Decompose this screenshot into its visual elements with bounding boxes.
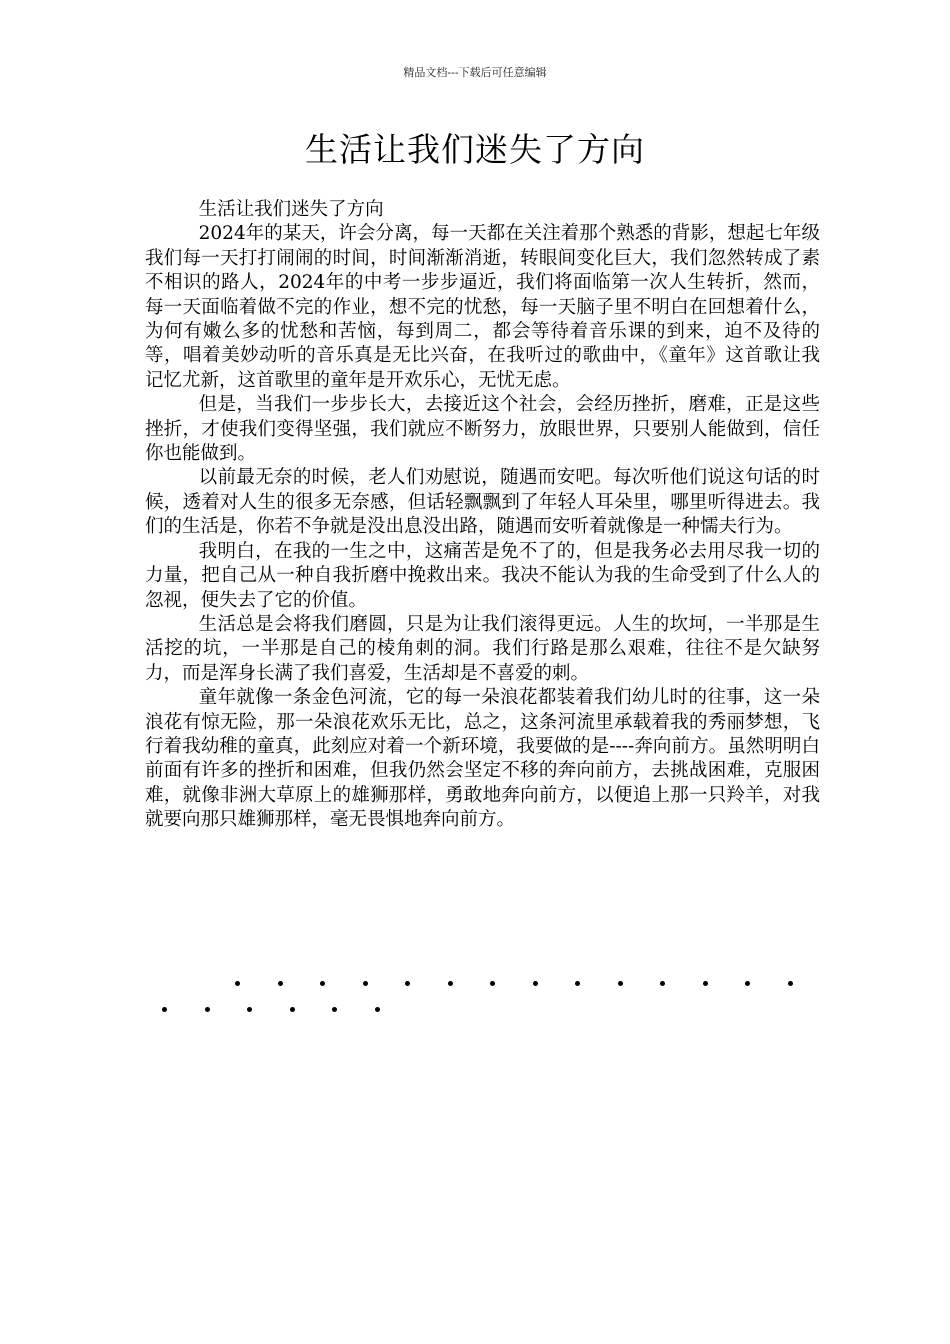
dot-row-1 xyxy=(150,970,820,996)
dot xyxy=(448,981,453,986)
paragraph: 以前最无奈的时候，老人们劝慰说，随遇而安吧。每次听他们说这句话的时候，透着对人生的很多无奈感，但话轻飘飘到了年轻人耳朵里，哪里听得进去。我们的生活是，你若不争就是没出息没出路，随遇而安听着就像是一种懦夫行为。 xyxy=(145,467,820,538)
document-title: 生活让我们迷失了方向 xyxy=(305,130,645,169)
document-body xyxy=(145,198,820,833)
dot xyxy=(533,981,538,986)
paragraph-subtitle: 生活让我们迷失了方向 xyxy=(198,199,384,220)
dot xyxy=(290,1007,295,1012)
dot xyxy=(375,1007,380,1012)
paragraph: 生活总是会将我们磨圆，只是为让我们滚得更远。人生的坎坷，一半那是生活挖的坑，一半那是自己的棱角刺的洞。我们行路是那么艰难，往往不是欠缺努力，而是浑身长满了我们喜爱，生活却是不喜爱的刺。 xyxy=(145,613,820,684)
header-note: 精品文档---下载后可任意编辑 xyxy=(403,66,547,79)
paragraph: 2024年的某天，许会分离，每一天都在关注着那个熟悉的背影，想起七年级我们每一天打打闹闹的时间，时间渐渐消逝，转眼间变化巨大，我们忽然转成了素不相识的路人，2024年的中考一步步逼近，我们将面临第一次人生转折，然而，每一天面临着做不完的作业，想不完的忧愁，每一天脑子里不明白在回想着什么，为何有嫩么多的忧愁和苦恼，每到周二，都会等待着音乐课的到来，迫不及待的等，唱着美妙动听的音乐真是无比兴奋，在我听过的歌曲中，《童年》这首歌让我记忆尤新，这首歌里的童年是开欢乐心，无忧无虑。 xyxy=(145,223,820,391)
dot xyxy=(235,981,240,986)
dot-leader xyxy=(150,970,820,1022)
dot xyxy=(575,981,580,986)
dot xyxy=(745,981,750,986)
paragraph: 童年就像一条金色河流，它的每一朵浪花都装着我们幼儿时的往事，这一朵浪花有惊无险，那一朵浪花欢乐无比，总之，这条河流里承载着我的秀丽梦想，飞行着我幼稚的童真，此刻应对着一个新环境，我要做的是----奔向前方。虽然明明白前面有许多的挫折和困难，但我仍然会坚定不移的奔向前方，去挑战困难，克服困难，就像非洲大草原上的雄狮那样，勇敢地奔向前方，以便追上那一只羚羊，对我就要向那只雄狮那样，毫无畏惧地奔向前方。 xyxy=(145,687,820,831)
paragraph: 我明白，在我的一生之中，这痛苦是免不了的，但是我务必去用尽我一切的力量，把自己从一种自我折磨中挽救出来。我决不能认为我的生命受到了什么人的忽视，便失去了它的价值。 xyxy=(145,540,820,611)
dot xyxy=(162,1007,167,1012)
dot xyxy=(332,1007,337,1012)
dot xyxy=(660,981,665,986)
dot xyxy=(320,981,325,986)
dot xyxy=(205,1007,210,1012)
dot xyxy=(247,1007,252,1012)
dot xyxy=(618,981,623,986)
dot xyxy=(703,981,708,986)
dot-row-2 xyxy=(150,996,820,1022)
dot xyxy=(490,981,495,986)
dot xyxy=(405,981,410,986)
paragraph: 但是，当我们一步步长大，去接近这个社会，会经历挫折，磨难，正是这些挫折，才使我们变得坚强，我们就应不断努力，放眼世界，只要别人能做到，信任你也能做到。 xyxy=(145,394,820,465)
dot xyxy=(278,981,283,986)
dot xyxy=(363,981,368,986)
dot xyxy=(788,981,793,986)
